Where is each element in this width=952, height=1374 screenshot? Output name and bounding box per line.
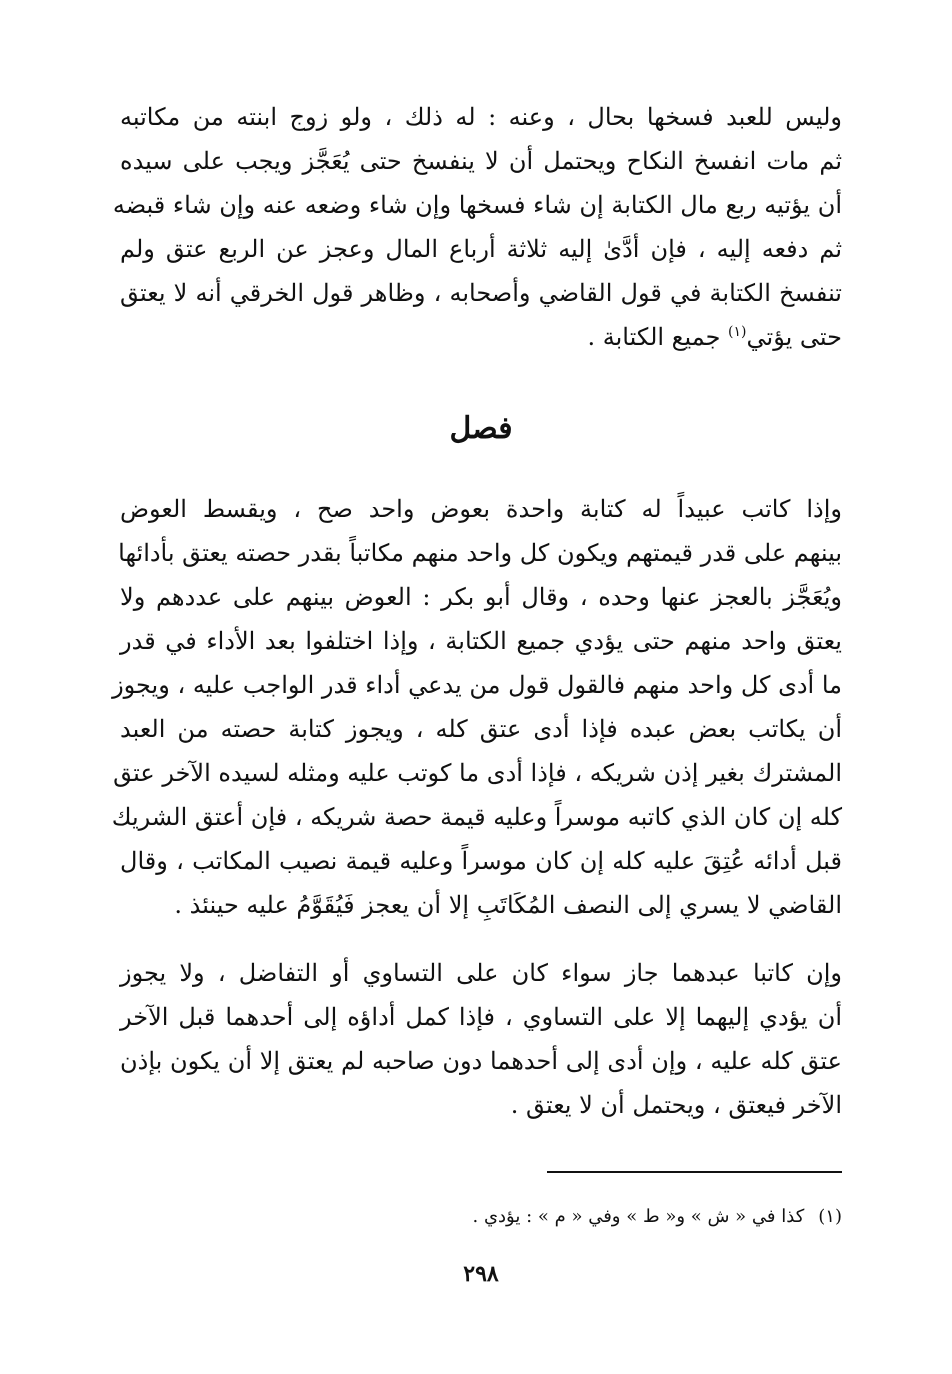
text-line: يعتق واحد منهم حتى يؤدي جميع الكتابة ، وإذا اختلفوا بعد الأداء في قدر bbox=[120, 627, 842, 655]
footnote-number: (١) bbox=[818, 1206, 842, 1227]
text-line: ثم دفعه إليه ، فإن أدَّىٰ إليه ثلاثة أرباع المال وعجز عن الربع عتق ولم bbox=[120, 235, 842, 263]
text-fragment: حتى يؤتي bbox=[746, 323, 842, 351]
text-line: بينهم على قدر قيمتهم ويكون كل واحد منهم مكاتباً بقدر حصته يعتق بأدائها bbox=[118, 539, 842, 567]
text-line: كله إن كان الذي كاتبه موسراً وعليه قيمة حصة شريكه ، فإن أعتق الشريك bbox=[111, 803, 842, 831]
footnote-marker: (١) bbox=[728, 324, 747, 340]
text-line: وإن كاتبا عبدهما جاز سواء كان على التساوي أو التفاضل ، ولا يجوز bbox=[120, 959, 842, 987]
section-heading: فصل bbox=[449, 411, 513, 446]
page-number: ٢٩٨ bbox=[463, 1261, 499, 1287]
text-line: قبل أدائه عُتِقَ عليه كله إن كان موسراً وعليه قيمة نصيب المكاتب ، وقال bbox=[120, 847, 842, 875]
text-line: وليس للعبد فسخها بحال ، وعنه : له ذلك ، ولو زوج ابنته من مكاتبه bbox=[120, 103, 842, 131]
text-line-with-footnote bbox=[120, 315, 842, 359]
text-line: أن يكاتب بعض عبده فإذا أدى عتق كله ، ويجوز كتابة حصته من العبد bbox=[120, 715, 842, 743]
book-page bbox=[111, 95, 842, 1295]
text-line: المشترك بغير إذن شريكه ، فإذا أدى ما كوتب عليه ومثله لسيده الآخر عتق bbox=[113, 759, 842, 787]
text-line: وإذا كاتب عبيداً له كتابة واحدة بعوض واحد صح ، ويقسط العوض bbox=[120, 495, 842, 523]
paragraph-1 bbox=[112, 95, 842, 359]
text-line: تنفسخ الكتابة في قول القاضي وأصحابه ، وظاهر قول الخرقي أنه لا يعتق bbox=[120, 279, 842, 307]
text-line: عتق كله عليه ، وإن أدى إلى أحدهما دون صاحبه لم يعتق إلا أن يكون بإذن bbox=[120, 1047, 842, 1075]
footnote bbox=[473, 1203, 843, 1231]
text-line: القاضي لا يسري إلى النصف المُكَاتَبِ إلا أن يعجز فَيُقَوَّمُ عليه حينئذ . bbox=[174, 891, 842, 919]
text-line: أن يؤدي إليهما إلا على التساوي ، فإذا كمل أداؤه إلى أحدهما قبل الآخر bbox=[120, 1003, 842, 1031]
paragraph-2 bbox=[111, 487, 842, 927]
text-fragment: جميع الكتابة . bbox=[587, 323, 721, 351]
text-line: ما أدى كل واحد منهم فالقول قول من يدعي أداء قدر الواجب عليه ، ويجوز bbox=[112, 671, 842, 699]
paragraph-3 bbox=[120, 951, 842, 1127]
footnote-divider bbox=[547, 1171, 842, 1173]
text-line: الآخر فيعتق ، ويحتمل أن لا يعتق . bbox=[510, 1091, 842, 1119]
text-line: ويُعَجَّز بالعجز عنها وحده ، وقال أبو بكر : العوض بينهم على عددهم ولا bbox=[120, 583, 842, 611]
text-line: أن يؤتيه ربع مال الكتابة إن شاء فسخها وإن شاء وضعه عنه وإن شاء قبضه bbox=[112, 191, 842, 219]
text-line: ثم مات انفسخ النكاح ويحتمل أن لا ينفسخ حتى يُعَجَّز ويجب على سيده bbox=[120, 147, 842, 175]
footnote-text: كذا في « ش » و« ط » وفي « م » : يؤدي . bbox=[472, 1206, 805, 1227]
